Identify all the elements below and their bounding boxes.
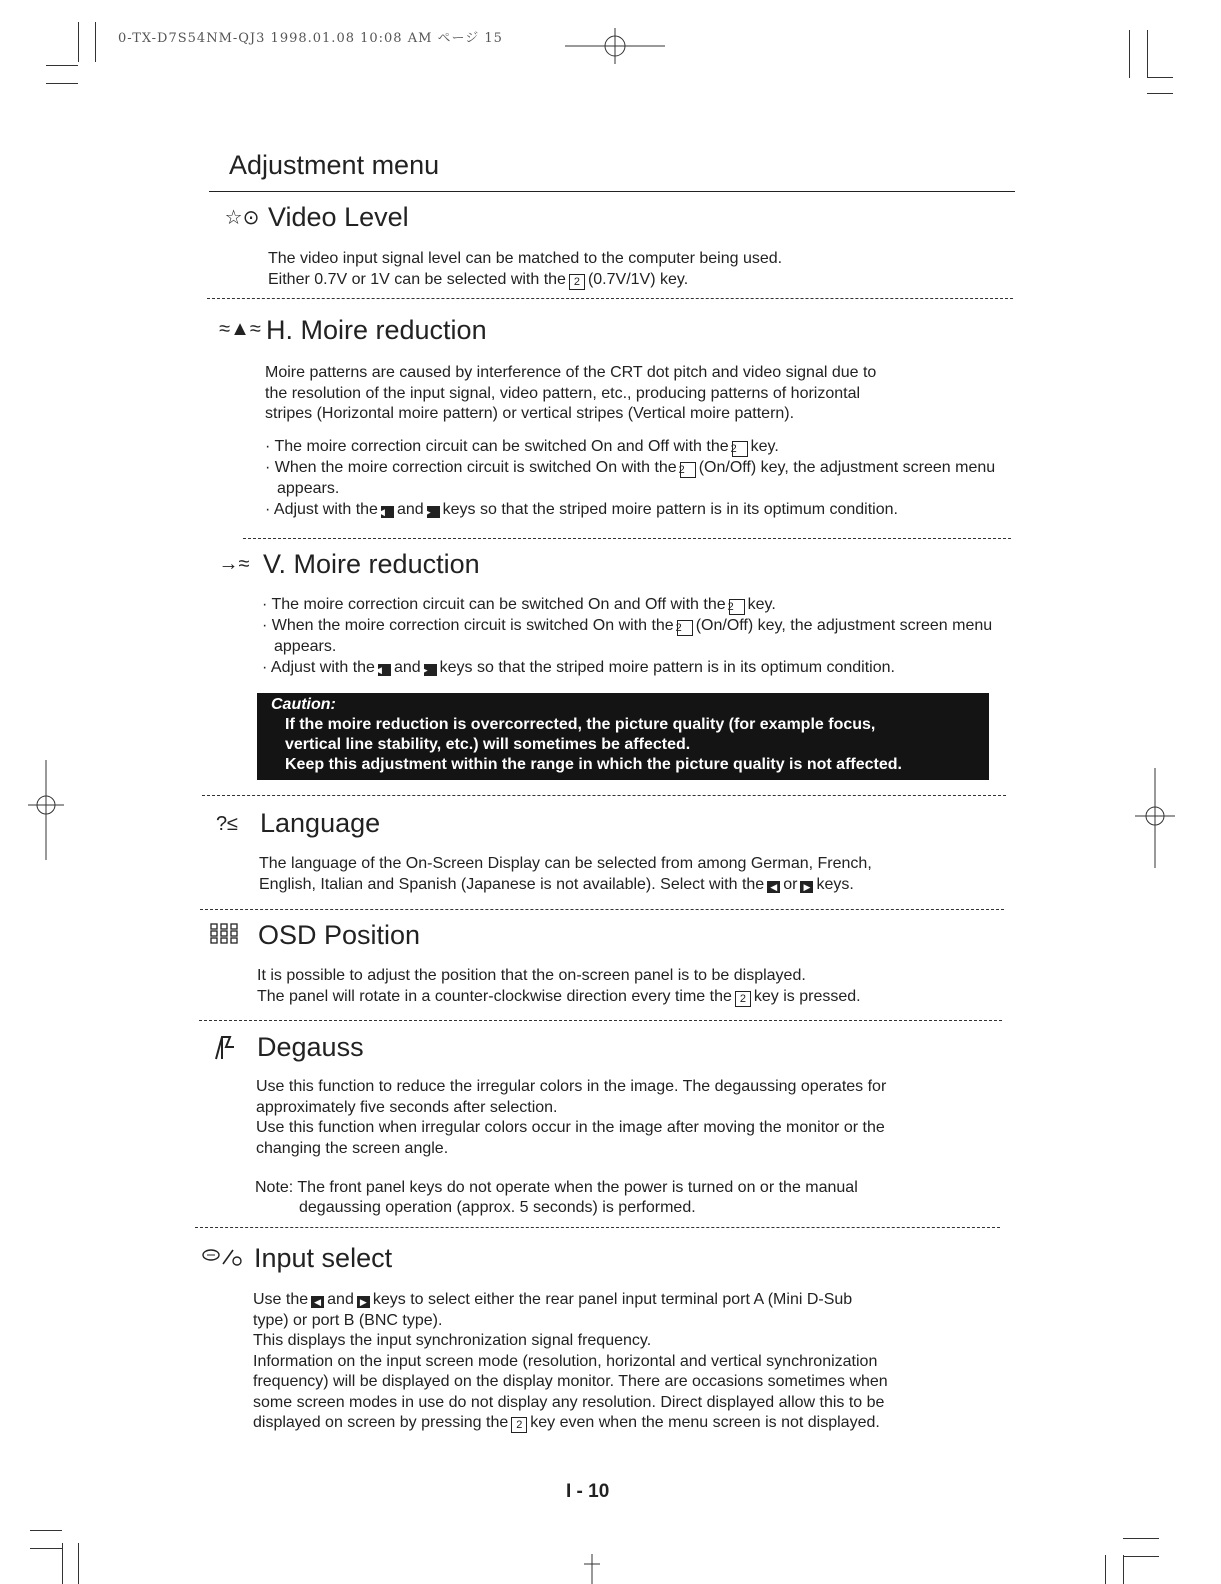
text-line: type) or port B (BNC type).: [253, 1311, 443, 1329]
h-moire-title: H. Moire reduction: [266, 315, 487, 345]
text-line: The video input signal level can be matched to the computer being used.: [268, 250, 783, 267]
left-arrow-key-icon: ◀: [311, 1296, 324, 1308]
key-2-icon: 2: [680, 462, 696, 478]
key-2-icon: 2: [511, 1417, 527, 1433]
section-divider: [243, 538, 1011, 539]
text-fragment: Use the: [253, 1291, 309, 1308]
crop-mark: [95, 22, 96, 62]
crop-mark: [1123, 1556, 1159, 1557]
note-line: [255, 1178, 1005, 1198]
crop-mark: [78, 1543, 79, 1584]
text-fragment: and: [327, 1291, 354, 1308]
degauss-text: [256, 1077, 1006, 1159]
bullet-item: [262, 615, 1010, 657]
input-select-text: [253, 1290, 1013, 1434]
text-fragment: key is pressed.: [753, 987, 861, 1005]
degauss-icon: [212, 1033, 238, 1061]
text-line: stripes (Horizontal moire pattern) or vertical stripes (Vertical moire pattern).: [265, 405, 795, 422]
text-line: changing the screen angle.: [256, 1139, 449, 1157]
text-fragment: (On/Off) key, the adjustment screen menu appears.: [274, 617, 993, 655]
text-line: some screen modes in use do not display any resolution. Direct displayed allow this to be: [253, 1393, 885, 1411]
right-arrow-key-icon: ▶: [800, 881, 813, 893]
text-fragment: · When the moire correction circuit is switched On with the: [262, 617, 674, 634]
key-2-icon: 2: [569, 274, 585, 290]
text-fragment: key.: [747, 596, 776, 613]
language-title: Language: [260, 808, 381, 838]
crop-mark: [30, 1530, 62, 1531]
v-moire-icon: →≈: [218, 553, 250, 575]
text-fragment: key even when the menu screen is not displayed.: [530, 1414, 880, 1431]
text-fragment: and: [393, 659, 421, 676]
language-icon: ?≤: [215, 813, 239, 835]
key-2-icon: 2: [735, 991, 751, 1007]
left-arrow-key-icon: ◀: [381, 506, 394, 518]
crop-mark: [1123, 1538, 1159, 1539]
bullet-item: [265, 499, 1010, 520]
osd-position-icon: [210, 923, 240, 945]
text-fragment: key.: [750, 438, 779, 455]
print-header-stamp: 0-TX-D7S54NM-QJ3 1998.01.08 10:08 AM ページ 15: [118, 31, 503, 46]
text-fragment: Either 0.7V or 1V can be selected with the: [268, 270, 566, 288]
text-fragment: English, Italian and Spanish (Japanese is not available). Select with the: [259, 875, 765, 893]
crop-mark: [1147, 30, 1148, 78]
right-arrow-key-icon: ▶: [357, 1296, 370, 1308]
text-fragment: · Adjust with the: [265, 501, 378, 518]
bullet-item: [262, 657, 1010, 678]
text-line: [259, 875, 1009, 896]
video-level-text: [268, 249, 1008, 290]
text-fragment: displayed on screen by pressing the: [253, 1414, 509, 1431]
v-moire-title: V. Moire reduction: [263, 549, 480, 579]
registration-mark-left: [26, 760, 66, 860]
key-2-icon: 2: [677, 620, 693, 636]
text-fragment: · The moire correction circuit can be switched On and Off with the: [262, 596, 726, 613]
section-divider: [200, 909, 1004, 910]
note-line: degaussing operation (approx. 5 seconds) is performed.: [299, 1199, 696, 1216]
text-fragment: · Adjust with the: [262, 659, 375, 676]
text-fragment: The front panel keys do not operate when the power is turned on or the manual: [297, 1179, 858, 1196]
osd-position-title: OSD Position: [258, 920, 421, 950]
crop-mark: [1105, 1555, 1106, 1584]
text-line: This displays the input synchronization signal frequency.: [253, 1332, 652, 1349]
text-fragment: The panel will rotate in a counter-clockwise direction every time the: [257, 987, 732, 1005]
page-title: Adjustment menu: [229, 150, 440, 180]
text-line: Information on the input screen mode (resolution, horizontal and vertical synchronization: [253, 1352, 878, 1370]
caution-label: Caution:: [271, 696, 336, 713]
text-fragment: (On/Off) key, the adjustment screen menu appears.: [277, 459, 996, 497]
degauss-note: [255, 1178, 1005, 1218]
title-rule: [209, 191, 1015, 192]
text-fragment: · When the moire correction circuit is switched On with the: [265, 459, 677, 476]
text-fragment: keys to select either the rear panel input terminal port A (Mini D-Sub: [372, 1291, 853, 1308]
bullet-item: [265, 457, 1010, 499]
text-fragment: · The moire correction circuit can be switched On and Off with the: [265, 438, 729, 455]
crop-mark: [1147, 93, 1173, 94]
text-fragment: or: [783, 875, 798, 893]
text-line: It is possible to adjust the position that the on-screen panel is to be displayed.: [257, 967, 806, 984]
crop-mark: [78, 22, 79, 62]
caution-line: Keep this adjustment within the range in which the picture quality is not affected.: [285, 756, 902, 773]
text-line: The language of the On-Screen Display can be selected from among German, French,: [259, 855, 872, 872]
registration-mark-bottom: [582, 1552, 602, 1584]
text-fragment: keys.: [816, 875, 854, 893]
registration-mark-top: [565, 26, 665, 66]
caution-line: If the moire reduction is overcorrected, the picture quality (for example focus,: [285, 716, 876, 733]
degauss-title: Degauss: [257, 1032, 364, 1062]
text-line: [253, 1290, 1013, 1311]
caution-line: vertical line stability, etc.) will sometimes be affected.: [285, 736, 691, 753]
section-divider: [202, 795, 1006, 796]
right-arrow-key-icon: ▶: [427, 506, 440, 518]
crop-mark: [1129, 30, 1130, 78]
note-label: Note:: [255, 1179, 294, 1196]
section-divider: [195, 1227, 1000, 1228]
key-2-icon: 2: [732, 441, 748, 457]
caution-box: [257, 693, 989, 780]
osd-position-text: [257, 966, 1007, 1007]
text-fragment: and: [396, 501, 424, 518]
text-fragment: (0.7V/1V) key.: [587, 270, 689, 288]
text-fragment: keys so that the striped moire pattern is in its optimum condition.: [442, 501, 898, 518]
bullet-item: [265, 436, 1010, 457]
bullet-item: [262, 594, 1010, 615]
text-fragment: keys so that the striped moire pattern is in its optimum condition.: [439, 659, 895, 676]
text-line: approximately five seconds after selection.: [256, 1098, 558, 1116]
text-line: Use this function to reduce the irregular colors in the image. The degaussing operates for: [256, 1078, 887, 1095]
h-moire-text: [265, 363, 1010, 425]
key-2-icon: 2: [729, 599, 745, 615]
text-line: [253, 1413, 1013, 1434]
crop-mark: [30, 1548, 62, 1549]
h-moire-icon: ≈▲≈: [219, 318, 261, 340]
h-moire-bullets: [265, 436, 1010, 520]
v-moire-bullets: [262, 594, 1010, 678]
text-line: [257, 987, 1007, 1008]
input-select-title: Input select: [254, 1243, 393, 1273]
right-arrow-key-icon: ▶: [424, 664, 437, 676]
registration-mark-right: [1135, 768, 1175, 868]
crop-mark: [46, 83, 78, 84]
video-level-icon: ☆⊙: [224, 207, 260, 229]
page-number: I - 10: [566, 1481, 610, 1502]
section-divider: [207, 298, 1013, 299]
section-divider: [199, 1020, 1002, 1021]
crop-mark: [62, 1543, 63, 1584]
text-line: the resolution of the input signal, video pattern, etc., producing patterns of horizontal: [265, 384, 861, 402]
video-level-title: Video Level: [268, 202, 409, 232]
crop-mark: [1147, 77, 1173, 78]
left-arrow-key-icon: ◀: [378, 664, 391, 676]
text-line: Moire patterns are caused by interference of the CRT dot pitch and video signal due to: [265, 364, 877, 381]
text-line: [268, 270, 1008, 291]
crop-mark: [46, 65, 78, 66]
input-select-icon: [201, 1246, 243, 1268]
text-line: Use this function when irregular colors occur in the image after moving the monitor or the: [256, 1119, 885, 1136]
left-arrow-key-icon: ◀: [767, 881, 780, 893]
crop-mark: [1123, 1555, 1124, 1584]
text-line: frequency) will be displayed on the display monitor. There are occasions sometimes when: [253, 1373, 888, 1390]
language-text: [259, 854, 1009, 895]
